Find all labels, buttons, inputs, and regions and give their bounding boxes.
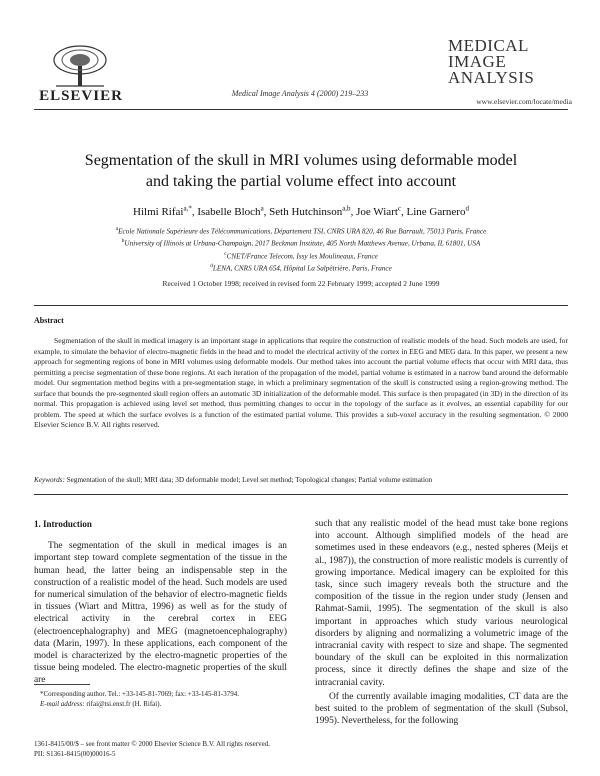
abstract-bottom-rule [34, 494, 568, 495]
copyright-line: 1361-8415/00/$ – see front matter © 2000 Elsevier Science B.V. All rights reserved. [34, 740, 270, 748]
footnote [34, 690, 287, 709]
affiliation [34, 249, 568, 261]
footnote-rule [34, 684, 90, 685]
author [407, 206, 469, 218]
author-name: Joe Wiart [356, 205, 398, 218]
affiliation-mark: c [224, 250, 227, 257]
masthead-line: ANALYSIS [448, 68, 535, 87]
email-line [34, 700, 287, 710]
journal-masthead [448, 38, 568, 86]
affiliation-mark: b [121, 238, 125, 245]
affiliation-text: University of Illinois at Urbana-Champaign, 2017 Beckman Institute, 405 North Matthews Avenue, Urbana, IL 61801, USA [124, 239, 481, 248]
title-line: Segmentation of the skull in MRI volumes using deformable model [84, 152, 518, 169]
affiliation-text: Ecole Nationale Supérieure des Télécommunications, Département TSI, CNRS URA 820, 46 Rue Barrault, 75013 Paris, France [118, 227, 487, 236]
journal-url[interactable]: www.elsevier.com/locate/media [476, 97, 572, 106]
author-marks: d [465, 204, 469, 212]
masthead-line: IMAGE [448, 52, 507, 71]
affiliation [34, 224, 568, 236]
abstract-body: Segmentation of the skull in medical imagery is an important stage in applications that require the construction of realistic models of the head. Such models are used, for example, to simulate the behavior of electro-magnetic fields in the head and to model the electrical activity of the cortex in EEG and MEG data. In this paper, we present a new approach for segmenting regions of bone in MRI volumes using deformable models. Our method takes into account the partial volume effects that occur with MRI data, thus permitting a precise segmentation of these bone regions. At each iteration of the propagation of the model, partial volume is estimated in a narrow band around the deformable model. Our segmentation method begins with a pre-segmentation stage, in which a preliminary segmentation of the skull is constructed using a region-growing method. The surface that bounds the pre-segmented skull region offers an automatic 3D initialization of the deformable model. This surface is then propagated (in 3D) in the direction of its normal. This propagation is achieved using level set method, thus permitting changes to occur in the topology of the surface as it evolves, an essential capability for our problem. The speed at which the surface evolves is a function of the estimated partial volume. This provides a sub-voxel accuracy in the resulting segmentation. © 2000 Elsevier Science B.V. All rights reserved. [34, 336, 568, 429]
affiliation [34, 236, 568, 248]
author-separator: , [263, 205, 270, 218]
pii-line: PII: S1361-8415(00)00016-5 [34, 749, 116, 758]
publisher-name: ELSEVIER [39, 88, 123, 104]
author-separator: , [350, 205, 357, 218]
author-list [34, 204, 568, 218]
keywords-text: Segmentation of the skull; MRI data; 3D deformable model; Level set method; Topological changes; Partial volume estimation [66, 476, 433, 484]
abstract-heading: Abstract [34, 316, 64, 325]
elsevier-tree-icon [48, 44, 112, 88]
body-paragraph: The segmentation of the skull in medical images is an important step toward complete segmentation of the tissue in the human head, the latter being an indispensable step in the construction of a realistic model of the head. Such models are used for numerical simulation of the behavior of electro-magnetic fields in tissues (Wiart and Mittra, 1996) as well as for the study of electrical activity in the cerebral cortex in EEG (electroencephalography) and MEG (magnetoencephalography) data (Marin, 1997). In these applications, each component of the model is characterized by the electro-magnetic properties of the tissue being modeled. The electro-magnetic properties of the skull are [34, 541, 287, 686]
author [269, 206, 356, 218]
left-column [34, 518, 287, 687]
affiliation-mark: d [210, 263, 213, 270]
affiliation-text: CNET/France Telecom, Issy les Moulineaux, France [226, 252, 378, 261]
corresponding-author: *Corresponding author. Tel.: +33-145-81-7069; fax: +33-145-81-3794. [40, 690, 239, 698]
author [197, 206, 269, 218]
author-name: Line Garnero [406, 205, 466, 218]
author-marks: a,b [342, 204, 351, 212]
author-marks: c [397, 204, 401, 212]
article-title [34, 150, 568, 192]
author [356, 206, 406, 218]
author-marks: a [260, 204, 264, 212]
keywords [34, 476, 568, 484]
affiliation-mark: a [115, 226, 119, 232]
abstract-top-rule [34, 305, 568, 306]
header-rule [34, 109, 568, 110]
received-dates: Received 1 October 1998; received in revised form 22 February 1999; accepted 2 June 1999 [162, 279, 440, 288]
title-line: and taking the partial volume effect into account [145, 173, 457, 190]
affiliation-text: LENA, CNRS URA 654, Hôpital La Salpêtrière, Paris, France [212, 264, 392, 273]
affiliation-list [34, 224, 568, 274]
author-name: Seth Hutchinson [269, 205, 343, 218]
elsevier-logo [34, 44, 128, 104]
author-marks: a,* [183, 204, 192, 212]
copyright [34, 740, 334, 759]
keywords-label: Keywords: [34, 476, 65, 484]
masthead-line: MEDICAL [448, 36, 529, 55]
body-paragraph: such that any realistic model of the head must take bone regions into account. Although simplified models of the head are sometimes used in these endeavors (e.g., nested spheres (Meijs et al., 1987)), the construction of more realistic models is currently of growing importance. Medical imagery can be exploited for this task, since such imagery reveals both the structure and the composition of the tissue in the region under study (Jensen and Rahmat-Samii, 1995). The segmentation of the skull is also important in approaches which study various neurological disorders by aligning and normalizing a volumetric image of the intracranial cavity with respect to size and shape. The segmented boundary of the skull can be exploited in this normalization process, since it directly defines the shape and size of the intracranial cavity. [315, 519, 568, 688]
author-name: Isabelle Bloch [197, 205, 261, 218]
section-heading: 1. Introduction [34, 519, 92, 529]
body-paragraph: Of the currently available imaging modalities, CT data are the best suited to the problem of segmentation of the skull (Subsol, 1995). Nevertheless, for the following [315, 691, 568, 727]
author-name: Hilmi Rifai [133, 205, 184, 218]
email-address[interactable]: rifai@tsi.enst.fr (H. Rifai). [86, 699, 162, 708]
right-column [315, 518, 568, 727]
affiliation [34, 261, 568, 273]
email-label: E-mail address: [40, 699, 85, 708]
author [133, 206, 197, 218]
author-separator: , [401, 205, 407, 218]
journal-reference: Medical Image Analysis 4 (2000) 219–233 [231, 89, 369, 98]
author-separator: , [191, 205, 198, 218]
